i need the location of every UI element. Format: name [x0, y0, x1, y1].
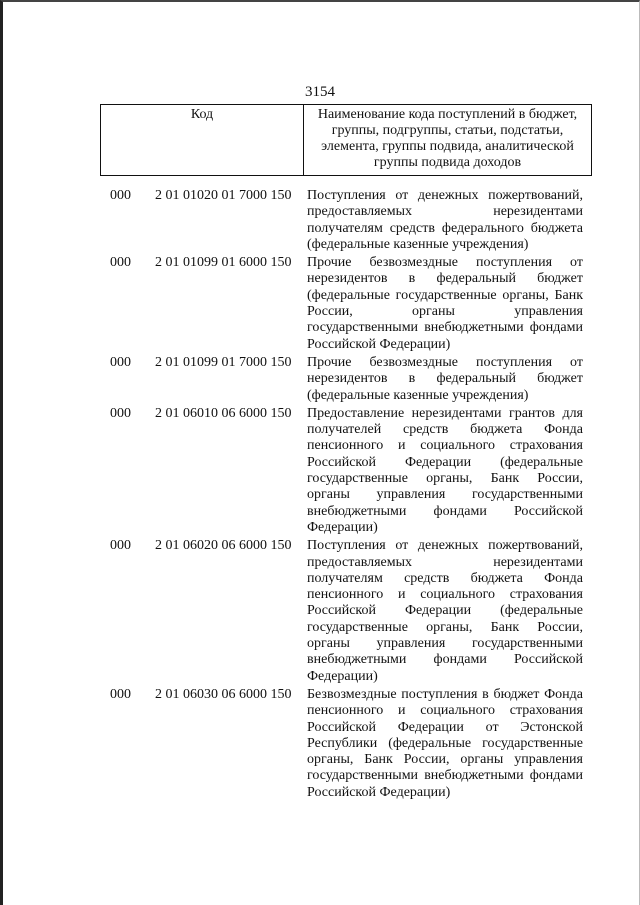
- table-row: [110, 355, 590, 404]
- table-row: [110, 255, 590, 353]
- row-admin-code: 000: [110, 188, 131, 203]
- row-description: Предоставление нерезидентами грантов для получателей средств бюджета Фонда пенсионного и социального страхования Российской Федерации (федеральные государственные органы, Банк России, органы управления государственными внебюджетными фондами Российской Федерации): [307, 405, 583, 535]
- row-description: Безвозмездные поступления в бюджет Фонда пенсионного и социального страхования Российской Федерации от Эстонской Республики (федеральные государственные органы, Банк России, органы управления государственными внебюджетными фондами Российской Федерации): [307, 686, 583, 800]
- table-row: [110, 188, 590, 253]
- row-admin-code: 000: [110, 255, 131, 271]
- table-header: [100, 104, 592, 176]
- page-number: 3154: [305, 84, 335, 100]
- row-income-code: 2 01 01099 01 7000 150: [155, 354, 292, 370]
- row-description: Поступления от денежных пожертвований, предоставляемых нерезидентами получателям средств бюджета Фонда пенсионного и социального страхования Российской Федерации (федеральные государственные органы, Банк России, органы управления государственными внебюджетными фондами Российской Федерации): [307, 538, 583, 684]
- header-code-cell: Код: [101, 105, 304, 176]
- table-header-row: [101, 105, 592, 176]
- table-body: [110, 188, 590, 801]
- row-description: Прочие безвозмездные поступления от нерезидентов в федеральный бюджет (федеральные государственные органы, Банк России, органы управления государственными внебюджетными фондами Российской Федерации): [307, 255, 583, 352]
- row-admin-code: 000: [110, 686, 131, 702]
- header-name-cell: Наименование кода поступлений в бюджет, группы, подгруппы, статьи, подстатьи, элемента, группы подвида, аналитической группы подвида доходов: [304, 105, 592, 176]
- row-admin-code: 000: [110, 538, 131, 554]
- row-income-code: 2 01 01020 01 7000 150: [155, 188, 292, 203]
- table-row: [110, 687, 590, 801]
- row-description: Поступления от денежных пожертвований, предоставляемых нерезидентами получателям средств федерального бюджета (федеральные казенные учреждения): [307, 188, 583, 252]
- table-row: [110, 406, 590, 536]
- row-description: Прочие безвозмездные поступления от нерезидентов в федеральный бюджет (федеральные казенные учреждения): [307, 354, 583, 403]
- row-income-code: 2 01 06020 06 6000 150: [155, 538, 292, 554]
- row-admin-code: 000: [110, 405, 131, 421]
- table-row: [110, 538, 590, 685]
- row-admin-code: 000: [110, 354, 131, 370]
- row-income-code: 2 01 06010 06 6000 150: [155, 405, 292, 421]
- row-income-code: 2 01 01099 01 6000 150: [155, 255, 292, 271]
- row-income-code: 2 01 06030 06 6000 150: [155, 686, 292, 702]
